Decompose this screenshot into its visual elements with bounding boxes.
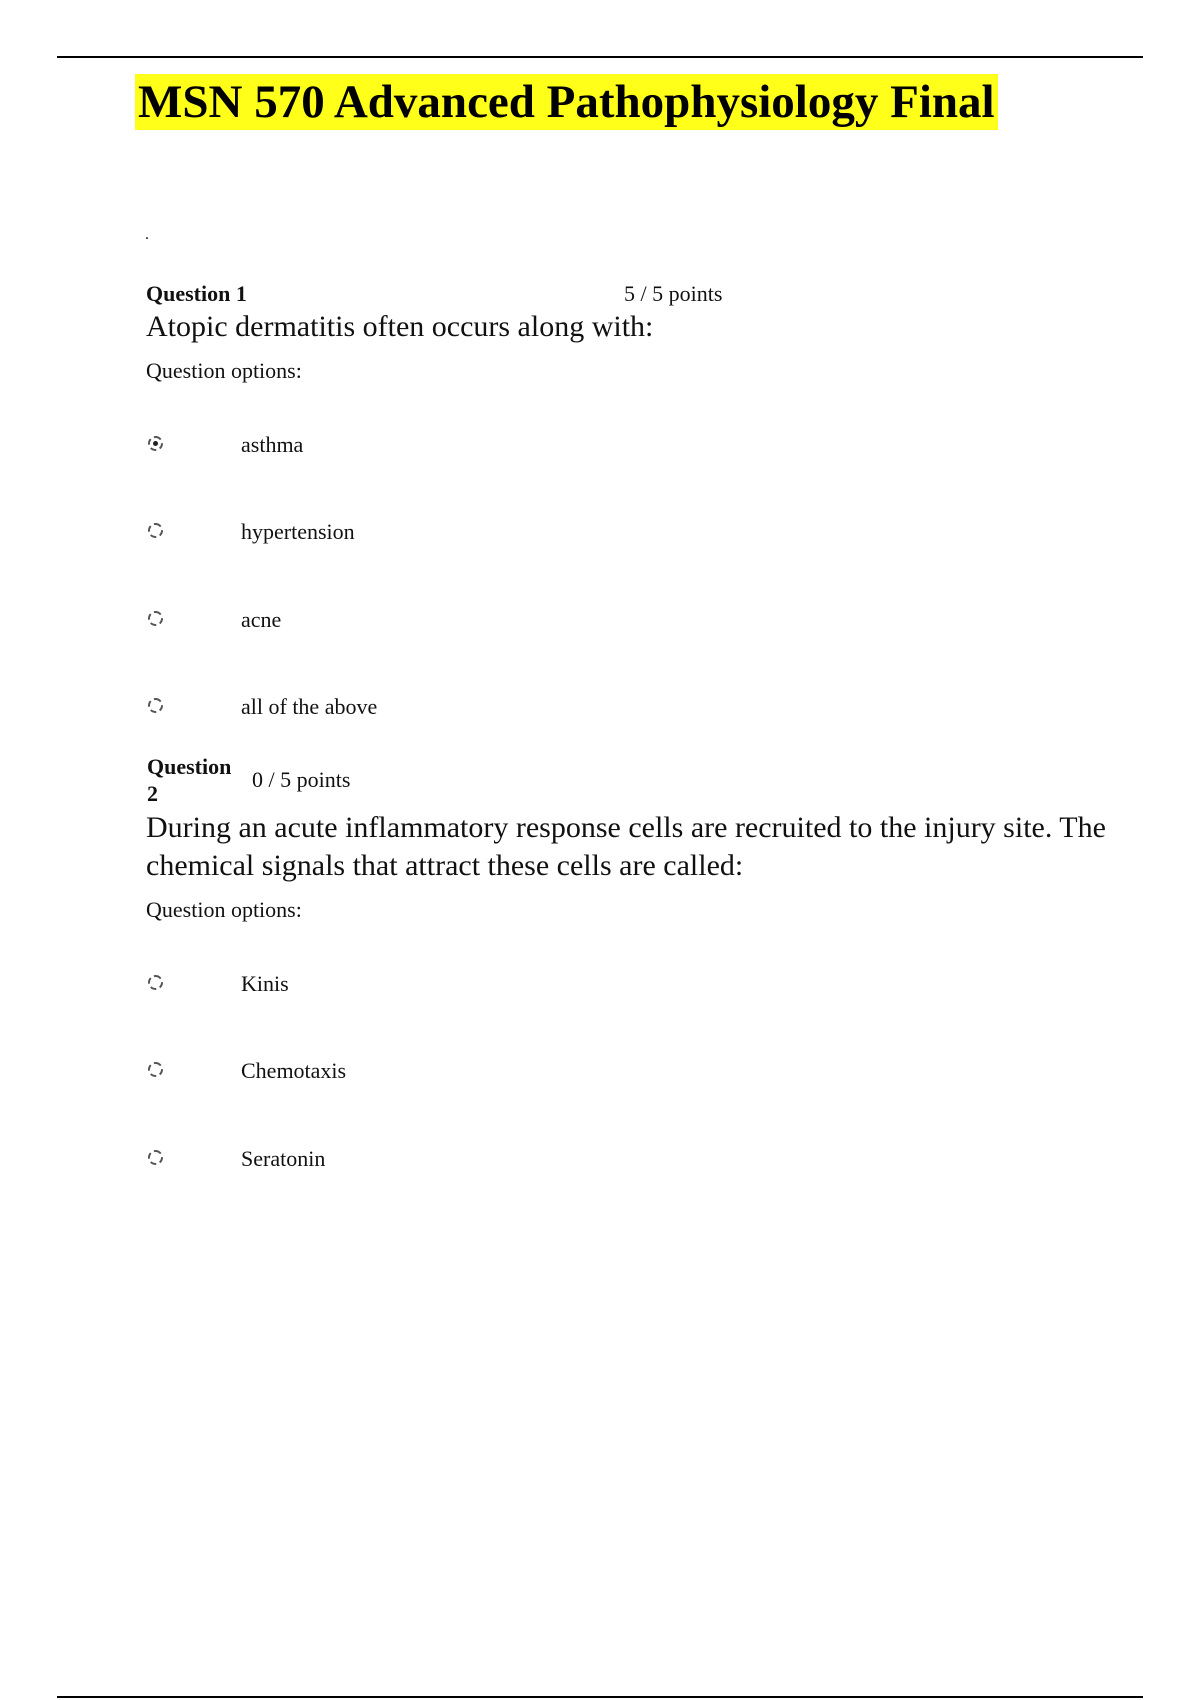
question-2-option[interactable] [148,1146,748,1176]
option-label: Chemotaxis [241,1058,347,1083]
question-1-points: 5 / 5 points [624,281,723,306]
top-rule [57,56,1143,58]
question-1-option[interactable] [148,694,748,724]
question-1-option[interactable] [148,432,748,462]
radio-selected-icon[interactable] [148,436,163,451]
question-2-options-label: Question options: [146,897,302,922]
question-1-option[interactable] [148,607,748,637]
question-1-option[interactable] [148,519,748,549]
question-2-text: During an acute inflammatory response cells are recruited to the injury site. The chemical signals that attract these cells are called: [146,811,1106,882]
option-label: Seratonin [241,1146,326,1171]
bottom-rule [57,1696,1143,1698]
question-1-number: Question 1 [146,281,247,306]
question-2-number: Question 2 [147,754,232,806]
page-title: MSN 570 Advanced Pathophysiology Final [135,74,998,130]
radio-icon[interactable] [148,1062,163,1077]
radio-icon[interactable] [148,523,163,538]
question-1-text: Atopic dermatitis often occurs along with: [146,310,654,343]
option-label: all of the above [241,694,378,719]
radio-icon[interactable] [148,611,163,626]
leading-mark: . [145,226,149,243]
option-label: hypertension [241,519,355,544]
question-2-points: 0 / 5 points [252,767,351,792]
option-label: Kinis [241,971,289,996]
radio-icon[interactable] [148,698,163,713]
question-2-option[interactable] [148,971,748,1001]
question-1-options-label: Question options: [146,358,302,383]
option-label: asthma [241,432,304,457]
radio-icon[interactable] [148,1150,163,1165]
question-2-option[interactable] [148,1058,748,1088]
option-label: acne [241,607,282,632]
radio-icon[interactable] [148,975,163,990]
